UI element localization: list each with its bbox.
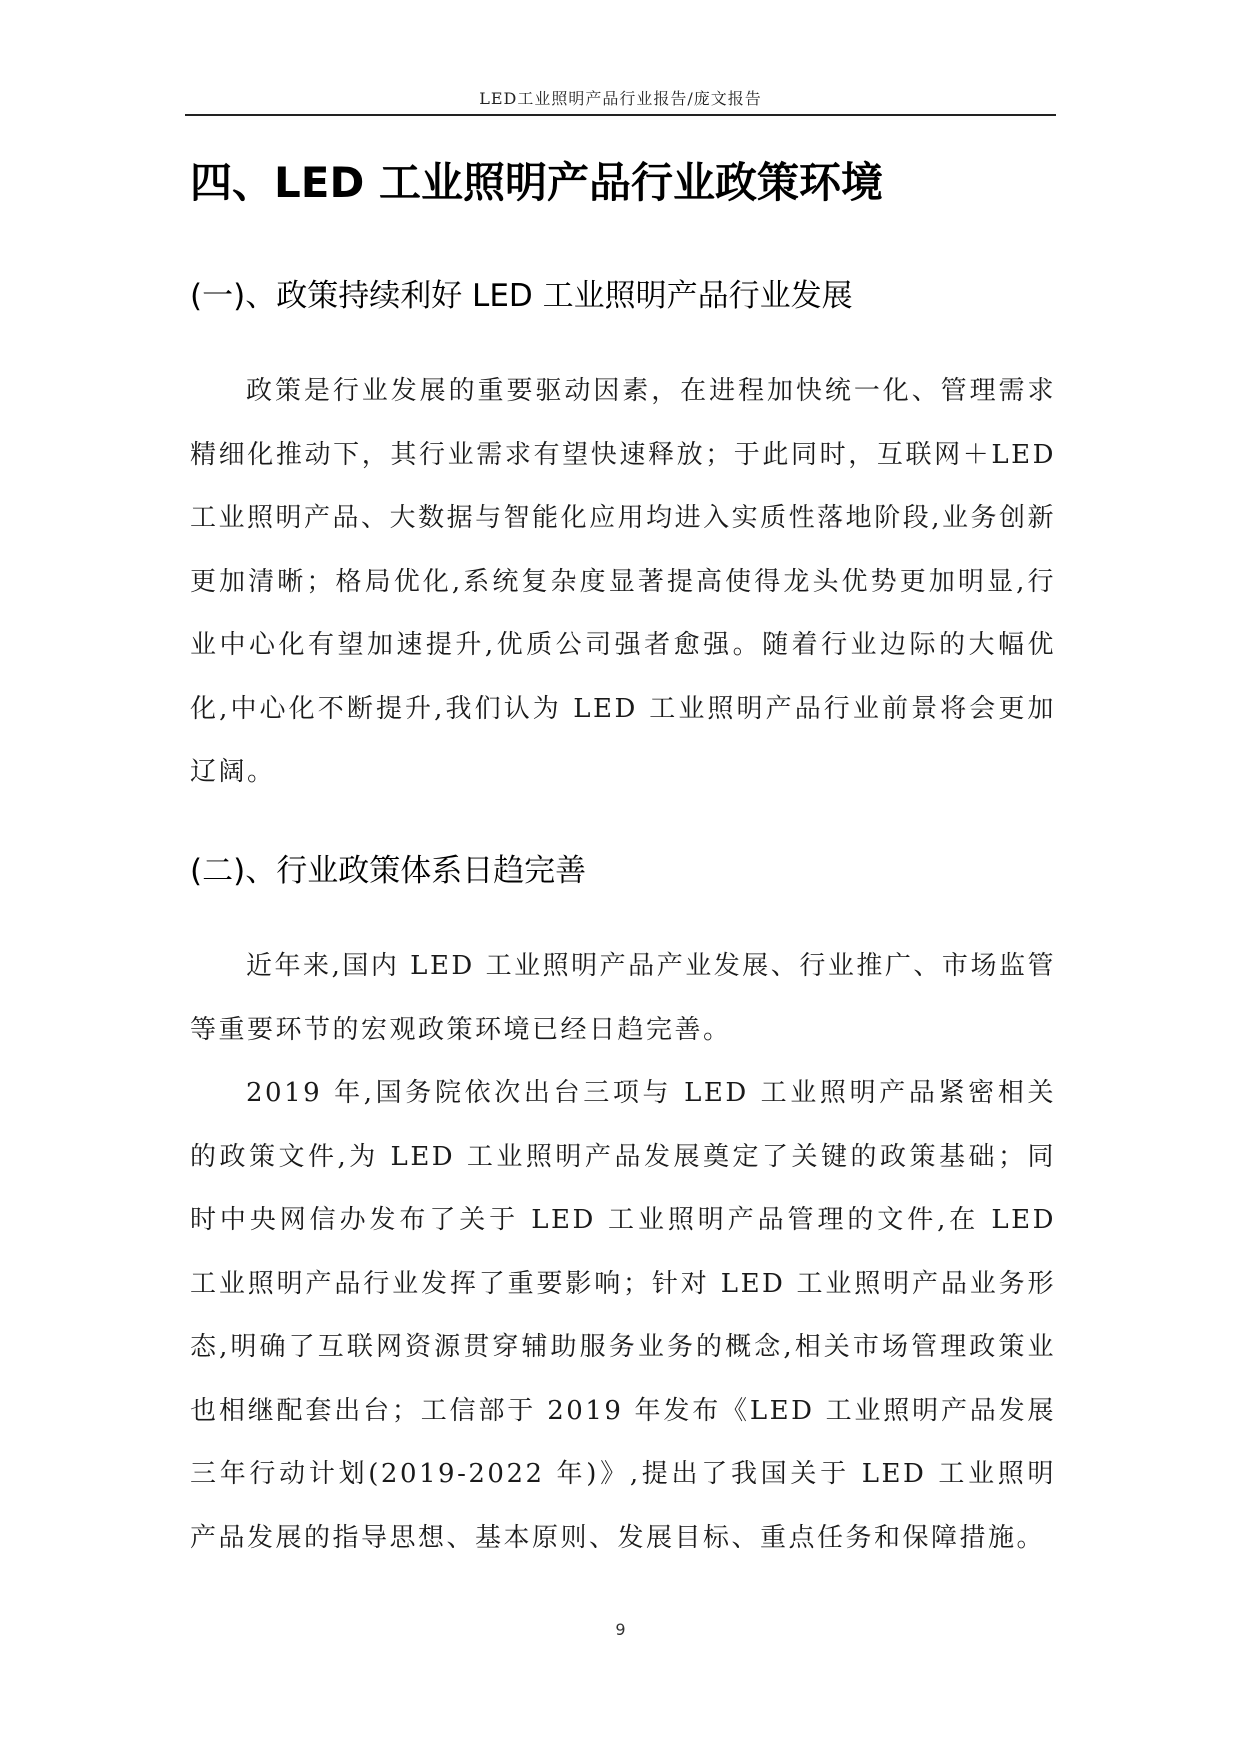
section-title-2: (二)、行业政策体系日趋完善 [190, 853, 587, 889]
section-1-paragraph-1: 政策是行业发展的重要驱动因素，在进程加快统一化、管理需求精细化推动下，其行业需求有望快速释放；于此同时，互联网＋LED工业照明产品、大数据与智能化应用均进入实质性落地阶段,业务创新更加清晰；格局优化,系统复杂度显著提高使得龙头优势更加明显,行业中心化有望加速提升,优质公司强者愈强。随着行业边际的大幅优化,中心化不断提升,我们认为 LED 工业照明产品行业前景将会更加辽阔。 [190, 376, 1056, 787]
section-2-paragraph-1: 近年来,国内 LED 工业照明产品产业发展、行业推广、市场监管等重要环节的宏观政策环境已经日趋完善。 [190, 951, 1056, 1045]
running-header: LED工业照明产品行业报告/庞文报告 [479, 89, 762, 108]
header-divider [185, 114, 1056, 116]
chapter-title: 四、LED 工业照明产品行业政策环境 [190, 158, 883, 207]
section-2-paragraph-2: 2019 年,国务院依次出台三项与 LED 工业照明产品紧密相关的政策文件,为 LED 工业照明产品发展奠定了关键的政策基础；同时中央网信办发布了关于 LED 工业照明产品管理的文件,在 LED 工业照明产品行业发挥了重要影响；针对 LED 工业照明产品业务形态,明确了互联网资源贯穿辅助服务业务的概念,相关市场管理政策业也相继配套出台；工信部于 2019 年发布《LED 工业照明产品发展三年行动计划(2019-2022 年)》,提出了我国关于 LED 工业照明产品发展的指导思想、基本原则、发展目标、重点任务和保障措施。 [190, 1078, 1056, 1553]
page-number: 9 [615, 1620, 626, 1639]
section-title-1: (一)、政策持续利好 LED 工业照明产品行业发展 [190, 278, 853, 314]
